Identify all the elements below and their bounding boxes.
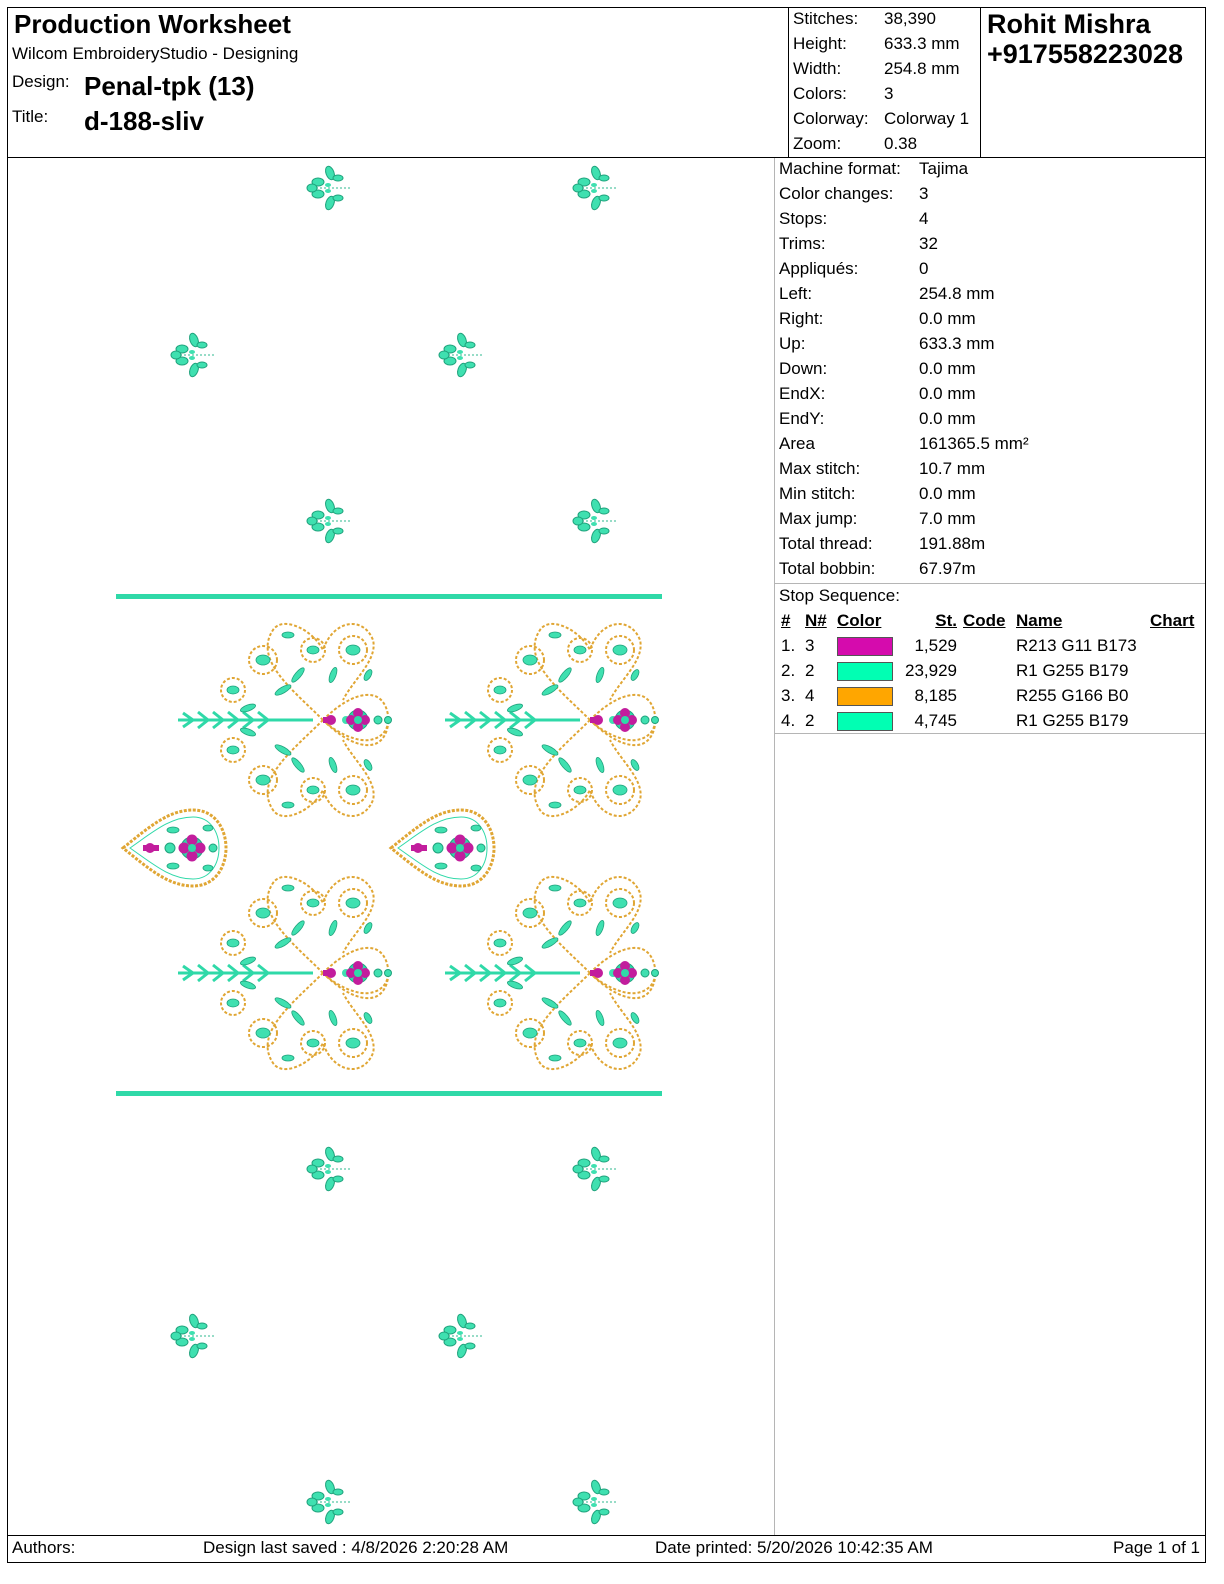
detail-label: Stops: [779,209,828,228]
col-chart: Chart [1150,610,1195,630]
col-code: Code [963,610,1006,630]
footer-authors: Authors: [12,1538,76,1557]
fan-motif [445,877,659,1069]
thread-name: R1 G255 B179 [1016,710,1129,730]
thread-name: R213 G11 B173 [1016,635,1137,655]
summary-value: 38,390 [884,9,936,28]
summary-value: 633.3 mm [884,34,960,53]
sprig-motif [171,1313,214,1359]
stop-number: 3. [781,685,796,705]
needle-number: 2 [805,660,815,680]
embroidery-preview [8,158,774,1535]
sprig-motif [573,498,616,544]
summary-label: Colorway: [793,109,869,128]
stitch-count: 4,745 [914,710,957,730]
sprig-motif [307,498,350,544]
detail-value: 0.0 mm [919,384,976,403]
detail-label: EndY: [779,409,825,428]
needle-number: 4 [805,685,815,705]
summary-label: Height: [793,34,847,53]
col-st: St. [935,610,957,630]
sprig-motif [573,1146,616,1192]
detail-label: Total thread: [779,534,873,553]
color-swatch-box [837,687,893,706]
detail-value: 7.0 mm [919,509,976,528]
detail-value: 10.7 mm [919,459,986,478]
detail-label: Machine format: [779,159,901,178]
design-label: Design: [12,72,70,91]
design-title: d-188-sliv [84,106,204,136]
footer-date-printed: Date printed: 5/20/2026 10:42:35 AM [655,1538,933,1557]
detail-value: 254.8 mm [919,284,995,303]
detail-label: Total bobbin: [779,559,876,578]
col-n: N# [805,610,827,630]
detail-value: 0.0 mm [919,359,976,378]
sprig-motif [307,1479,350,1525]
detail-value: 0.0 mm [919,309,976,328]
stitch-count: 1,529 [914,635,957,655]
detail-value: 32 [919,234,938,253]
color-swatch-box [837,637,893,656]
detail-value: 0.0 mm [919,409,976,428]
border-stripe-top [116,594,662,599]
detail-value: Tajima [919,159,969,178]
color-swatch [834,708,900,733]
detail-label: Color changes: [779,184,894,203]
owner-phone: +917558223028 [987,39,1183,69]
detail-label: Area [779,434,815,453]
detail-value: 191.88m [919,534,986,553]
detail-label: Right: [779,309,824,328]
footer-page-number: Page 1 of 1 [1113,1538,1200,1557]
fan-motif [178,624,392,816]
detail-value: 67.97m [919,559,976,578]
stitch-count: 23,929 [905,660,957,680]
thread-code [960,658,1013,683]
border-stripe-bottom [116,1091,662,1096]
chart-name [1147,633,1197,658]
table-row [778,708,1197,733]
teardrop-motif [123,810,226,886]
design-name: Penal-tpk (13) [84,71,255,101]
thread-code [960,683,1013,708]
summary-label: Zoom: [793,134,842,153]
color-swatch [834,683,900,708]
chart-name [1147,708,1197,733]
owner-name: Rohit Mishra [987,9,1151,39]
detail-value: 633.3 mm [919,334,995,353]
col-name: Name [1016,610,1063,630]
software-name: Wilcom EmbroideryStudio - Designing [12,44,299,63]
table-row [778,658,1197,683]
summary-label: Stitches: [793,9,859,28]
sprig-motif [307,1146,350,1192]
needle-number: 3 [805,635,815,655]
stop-sequence-header [778,608,1197,633]
title-label: Title: [12,107,49,126]
sprig-motif [307,165,350,211]
detail-label: Appliqués: [779,259,859,278]
stitch-count: 8,185 [914,685,957,705]
sprig-motif [171,332,214,378]
summary-value: 3 [884,84,894,103]
detail-label: Down: [779,359,828,378]
sprig-motif [439,332,482,378]
thread-name: R1 G255 B179 [1016,660,1129,680]
stop-sequence-title: Stop Sequence: [779,586,900,605]
detail-label: EndX: [779,384,826,403]
stop-number: 4. [781,710,796,730]
detail-label: Up: [779,334,806,353]
stop-sequence-table [778,608,1197,733]
stop-number: 1. [781,635,796,655]
detail-label: Max stitch: [779,459,861,478]
summary-value: 254.8 mm [884,59,960,78]
chart-name [1147,683,1197,708]
fan-motif [445,624,659,816]
detail-value: 3 [919,184,929,203]
detail-label: Trims: [779,234,826,253]
table-row [778,683,1197,708]
chart-name [1147,658,1197,683]
summary-value: Colorway 1 [884,109,970,128]
table-row [778,633,1197,658]
teardrop-motif [391,810,494,886]
summary-value: 0.38 [884,134,918,153]
summary-label: Width: [793,59,842,78]
detail-value: 4 [919,209,929,228]
sprig-motif [439,1313,482,1359]
detail-value: 0.0 mm [919,484,976,503]
detail-value: 161365.5 mm² [919,434,1029,453]
sprig-motif [573,165,616,211]
fan-motif [178,877,392,1069]
sprig-motif [573,1479,616,1525]
thread-name: R255 G166 B0 [1016,685,1129,705]
footer-last-saved: Design last saved : 4/8/2026 2:20:28 AM [203,1538,509,1557]
thread-code [960,708,1013,733]
detail-value: 0 [919,259,929,278]
detail-label: Min stitch: [779,484,856,503]
detail-label: Left: [779,284,813,303]
needle-number: 2 [805,710,815,730]
worksheet-title: Production Worksheet [14,9,291,39]
thread-code [960,633,1013,658]
color-swatch-box [837,662,893,681]
detail-label: Max jump: [779,509,858,528]
color-swatch [834,633,900,658]
stop-number: 2. [781,660,796,680]
color-swatch [834,658,900,683]
col-num: # [781,610,791,630]
color-swatch-box [837,712,893,731]
col-color: Color [837,610,882,630]
summary-label: Colors: [793,84,847,103]
